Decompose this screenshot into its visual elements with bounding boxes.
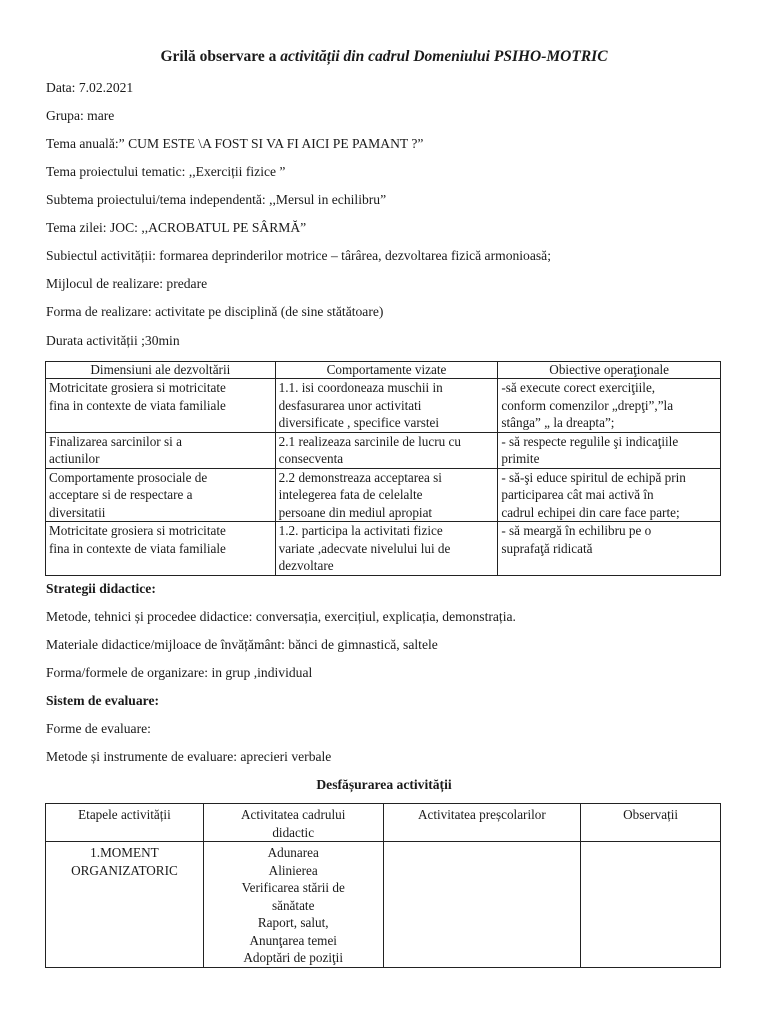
table-cell — [498, 522, 721, 576]
info-date: Data: 7.02.2021 — [46, 80, 134, 95]
cell-line: dezvoltare — [278, 558, 334, 573]
cell-line: Motricitate grosiera si motricitate — [49, 523, 226, 538]
strategy-materials: Materiale didactice/mijloace de învățământ: bănci de gimnastică, saltele — [46, 637, 438, 652]
cell-line: Activitatea preșcolarilor — [417, 807, 546, 822]
table-header-cell: Obiective operaţionale — [498, 362, 721, 379]
table-cell — [498, 468, 721, 522]
info-day-theme: Tema zilei: JOC: ,,ACROBATUL PE SÂRMĂ” — [46, 220, 307, 235]
table-cell — [46, 468, 276, 522]
table-header-cell: Dimensiuni ale dezvoltării — [46, 362, 276, 379]
table-cell — [498, 379, 721, 433]
cell-line: diversificate , specifice varstei — [278, 415, 440, 430]
cell-line: Adoptări de poziţii — [243, 950, 344, 965]
table-header-cell — [46, 804, 204, 842]
cell-line: ORGANIZATORIC — [71, 862, 178, 878]
info-subject: Subiectul activității: formarea deprinderilor motrice – târârea, dezvoltarea fizică armonioasă; — [46, 248, 551, 263]
cell-line: 1.1. isi coordoneaza muschii in — [278, 380, 443, 395]
table-header-cell: Comportamente vizate — [275, 362, 498, 379]
cell-line: persoane din mediul apropiat — [278, 504, 433, 520]
objectives-table — [45, 361, 721, 576]
section-heading: Desfășurarea activității — [316, 777, 452, 792]
table-cell — [46, 522, 276, 576]
cell-line: 1.2. participa la activitati fizice — [278, 523, 443, 538]
cell-line: Raport, salut, — [257, 915, 329, 930]
cell-line: cadrul echipei din care face parte; — [501, 504, 680, 520]
cell-line: - să-şi educe spiritul de echipă prin — [501, 469, 686, 485]
cell-line: desfasurarea unor activitati — [278, 397, 422, 413]
cell-line: conform comenzilor „drepţi”,”la — [501, 397, 674, 413]
cell-line: acceptare si de respectare a — [49, 487, 193, 502]
cell-line: Adunarea — [267, 845, 319, 860]
info-duration: Durata activității ;30min — [46, 333, 180, 348]
cell-line: 2.2 demonstreaza acceptarea si — [278, 469, 442, 485]
cell-line: Etapele activității — [78, 807, 171, 822]
title-part1: Grilă observare a — [160, 48, 281, 65]
info-means: Mijlocul de realizare: predare — [46, 276, 208, 291]
cell-line: fina in contexte de viata familiale — [49, 540, 226, 556]
cell-line: fina in contexte de viata familiale — [49, 397, 226, 413]
evaluation-heading: Sistem de evaluare: — [46, 693, 160, 708]
cell-line: suprafaţă ridicată — [501, 540, 593, 556]
cell-line: primite — [501, 451, 540, 466]
table-cell — [46, 432, 276, 468]
cell-line: Alinierea — [268, 862, 318, 878]
table-cell — [46, 379, 276, 433]
cell-line: Comportamente prosociale de — [49, 469, 208, 485]
table-cell — [275, 379, 498, 433]
table-header-row — [46, 804, 721, 842]
cell-line: didactic — [272, 824, 315, 840]
table-row — [46, 468, 721, 522]
info-annual-theme: Tema anuală:” CUM ESTE \A FOST SI VA FI AICI PE PAMANT ?” — [46, 136, 424, 151]
cell-line: Motricitate grosiera si motricitate — [49, 380, 226, 395]
activity-table — [45, 803, 721, 968]
info-subtheme: Subtema proiectului/tema independentă: ,,Mersul in echilibru” — [46, 192, 387, 207]
cell-line: Activitatea cadrului — [241, 807, 346, 822]
evaluation-methods: Metode și instrumente de evaluare: aprecieri verbale — [46, 749, 332, 764]
cell-line: Finalizarea sarcinilor si a — [49, 433, 182, 449]
page-title — [0, 48, 768, 66]
table-header-cell — [383, 804, 581, 842]
table-row — [46, 432, 721, 468]
cell-line: - să meargă în echilibru pe o — [501, 523, 652, 538]
table-header-cell — [581, 804, 721, 842]
cell-line: 2.1 realizeaza sarcinile de lucru cu — [278, 433, 461, 449]
table-row — [46, 842, 721, 968]
table-cell — [383, 842, 581, 968]
cell-line: consecventa — [278, 451, 344, 466]
cell-line: participarea cât mai activă în — [501, 487, 654, 502]
strategy-organization: Forma/formele de organizare: in grup ,individual — [46, 665, 313, 680]
table-header-cell — [203, 804, 383, 842]
cell-line: diversitatii — [49, 504, 106, 520]
cell-line: stânga” „ la dreapta”; — [501, 415, 615, 430]
strategy-methods: Metode, tehnici și procedee didactice: conversația, exercițiul, explicația, demonstrația. — [46, 609, 516, 624]
table-cell — [275, 468, 498, 522]
table-row — [46, 522, 721, 576]
table-cell — [275, 432, 498, 468]
cell-line: -să execute corect exerciţiile, — [501, 380, 656, 395]
cell-line: Observații — [623, 807, 679, 822]
cell-line: actiunilor — [49, 451, 100, 466]
title-part2: activității din cadrul Domeniului PSIHO-MOTRIC — [280, 48, 608, 65]
table-cell — [498, 432, 721, 468]
info-project-theme: Tema proiectului tematic: ,,Exerciții fizice ” — [46, 164, 286, 179]
cell-line: 1.MOMENT — [90, 845, 159, 860]
table-row — [46, 379, 721, 433]
table-header-row — [46, 362, 721, 379]
cell-line: Anunţarea temei — [249, 932, 337, 948]
info-form: Forma de realizare: activitate pe disciplină (de sine stătătoare) — [46, 304, 384, 319]
cell-line: variate ,adecvate nivelului lui de — [278, 540, 451, 556]
strategy-heading: Strategii didactice: — [46, 581, 156, 596]
cell-line: Verificarea stării de — [241, 880, 345, 895]
table-cell — [203, 842, 383, 968]
evaluation-forms: Forme de evaluare: — [46, 721, 151, 736]
cell-line: sănătate — [271, 897, 315, 913]
table-cell — [46, 842, 204, 968]
info-group: Grupa: mare — [46, 108, 115, 123]
table-cell — [275, 522, 498, 576]
cell-line: intelegerea fata de celelalte — [278, 487, 423, 502]
table-cell — [581, 842, 721, 968]
cell-line: - să respecte regulile şi indicaţiile — [501, 433, 679, 449]
